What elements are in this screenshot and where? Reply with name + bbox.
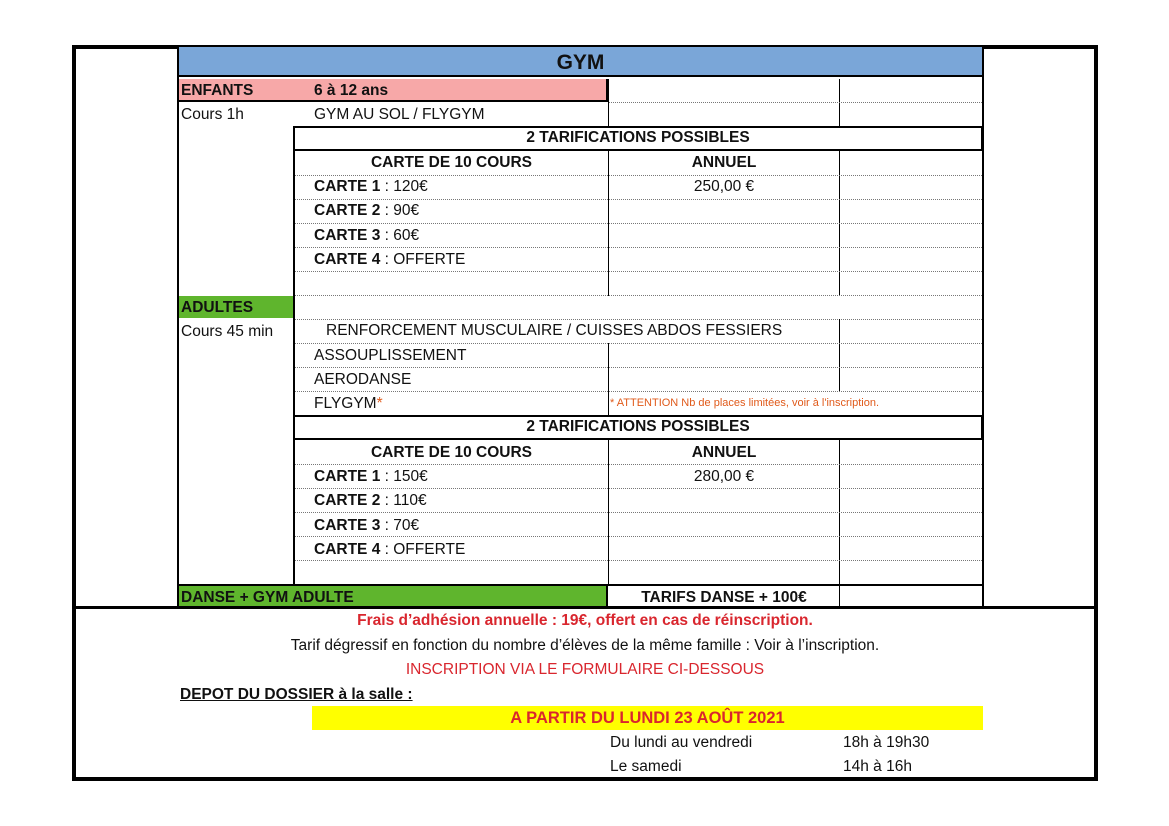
adu-col2: [839, 319, 840, 391]
row-sep: [295, 223, 982, 224]
danse-label: DANSE + GYM ADULTE: [181, 589, 354, 606]
adultes-label: ADULTES: [181, 299, 254, 316]
row-sep: [295, 343, 982, 344]
row-sep: [295, 464, 982, 465]
adultes-col-annual: ANNUEL: [691, 444, 757, 461]
schedule-days-1: Du lundi au vendredi: [610, 734, 753, 751]
enfants-card-4: CARTE 4 : OFFERTE: [314, 251, 466, 268]
enfants-course-length: Cours 1h: [181, 106, 244, 123]
row-sep: [295, 247, 982, 248]
enfants-course-name: GYM AU SOL / FLYGYM: [314, 106, 485, 123]
row-sep: [295, 488, 982, 489]
enfants-col-annual: ANNUEL: [691, 154, 757, 171]
schedule-hours-2: 14h à 16h: [843, 758, 912, 775]
adultes-course-2: ASSOUPLISSEMENT: [314, 347, 467, 364]
adultes-card-3: CARTE 3 : 70€: [314, 517, 420, 534]
depot-dossier: DEPOT DU DOSSIER à la salle :: [180, 686, 413, 703]
adultes-course-3: AERODANSE: [314, 371, 412, 388]
row-sep: [295, 512, 982, 513]
adultes-card-2: CARTE 2 : 110€: [314, 492, 427, 509]
enfants-block-left: [293, 150, 295, 586]
row-sep: [295, 536, 982, 537]
enfants-card-3: CARTE 3 : 60€: [314, 227, 420, 244]
adultes-annual-price: 280,00 €: [693, 468, 755, 485]
page-title: GYM: [556, 51, 605, 74]
row-sep: [295, 391, 982, 392]
adultes-tarif-title: 2 TARIFICATIONS POSSIBLES: [526, 418, 750, 435]
enfants-label: ENFANTS: [181, 82, 254, 99]
enfants-tarif-title: 2 TARIFICATIONS POSSIBLES: [526, 129, 750, 146]
tarif-degressif: Tarif dégressif en fonction du nombre d’élèves de la même famille : Voir à l’inscription.: [290, 637, 880, 654]
danse-tarif: TARIFS DANSE + 100€: [641, 589, 807, 606]
schedule-hours-1: 18h à 19h30: [843, 734, 930, 751]
adu-col1: [608, 343, 609, 415]
enfants-card-1: CARTE 1 : 120€: [314, 178, 428, 195]
enfants-annual-price: 250,00 €: [693, 178, 755, 195]
adultes-card-4: CARTE 4 : OFFERTE: [314, 541, 466, 558]
adultes-course-4: FLYGYM*: [314, 395, 383, 412]
inscription-note: INSCRIPTION VIA LE FORMULAIRE CI-DESSOUS: [405, 661, 765, 678]
adultes-course-length: Cours 45 min: [181, 323, 274, 340]
enfants-age: 6 à 12 ans: [314, 82, 389, 99]
frais-adhesion: Frais d’adhésion annuelle : 19€, offert en cas de réinscription.: [357, 612, 813, 629]
adultes-col-card: CARTE DE 10 COURS: [370, 444, 533, 461]
adultes-course-1: RENFORCEMENT MUSCULAIRE / CUISSES ABDOS FESSIERS: [326, 322, 783, 339]
row-sep: [295, 367, 982, 368]
row-sep: [609, 102, 982, 103]
row-sep: [295, 295, 982, 296]
row-sep: [295, 560, 982, 561]
schedule-days-2: Le samedi: [610, 758, 682, 775]
left-inner-line: [177, 47, 179, 607]
enfants-card-2: CARTE 2 : 90€: [314, 202, 420, 219]
row-sep: [295, 271, 982, 272]
adultes-card-1: CARTE 1 : 150€: [314, 468, 428, 485]
attention-note: * ATTENTION Nb de places limitées, voir à l'inscription.: [610, 397, 880, 409]
enfants-col-card: CARTE DE 10 COURS: [370, 154, 533, 171]
start-date: A PARTIR DU LUNDI 23 AOÛT 2021: [510, 709, 785, 727]
